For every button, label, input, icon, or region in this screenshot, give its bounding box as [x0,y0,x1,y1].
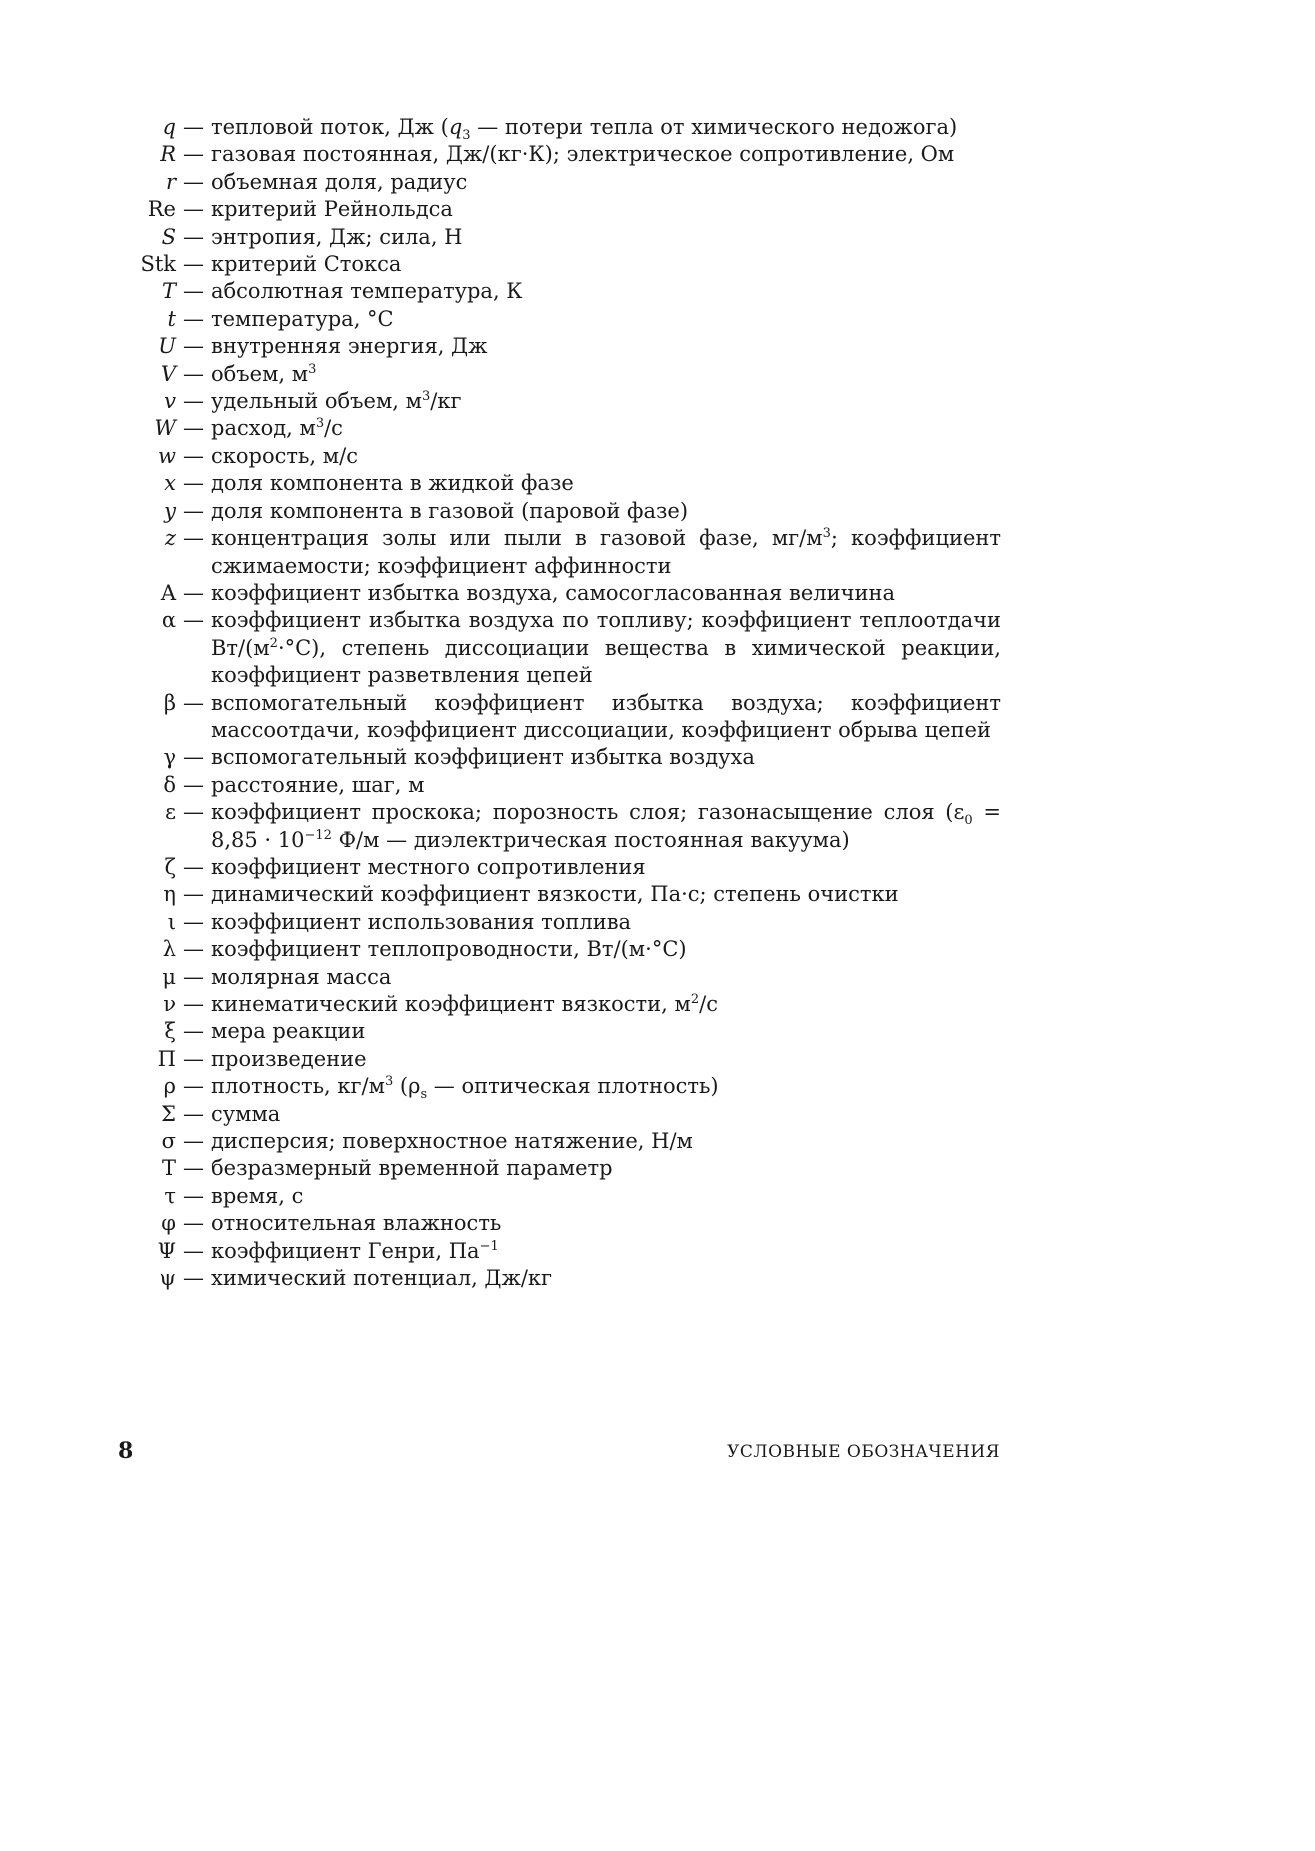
symbol: x [164,471,176,496]
symbol: ν [163,992,176,1016]
list-item [0,196,1114,223]
list-item [0,1046,1114,1073]
description: плотность, $кг/м^3$ ($\rho_s$ — оптическая плотность) [211,1074,719,1103]
description: температура, °С [211,306,394,331]
dash: — [183,279,204,304]
symbol: Σ [161,1101,176,1126]
dash: — [183,443,204,468]
symbol: τ [164,1183,176,1208]
symbol: y [164,498,176,523]
dash: — [183,608,204,633]
notation-list [0,114,1114,1292]
list-item [0,854,1114,881]
dash: — [183,252,204,277]
dash: — [183,1238,204,1263]
dash: — [183,580,204,605]
symbol: Π [157,1046,176,1071]
dash: — [183,772,204,797]
list-item [0,470,1114,497]
symbol: W [154,416,176,441]
description: сумма [211,1101,281,1126]
list-item [0,1183,1114,1210]
list-item [0,1265,1114,1292]
description: объемная доля, радиус [211,169,468,194]
symbol: δ [163,772,176,797]
description: энтропия, Дж; сила, Н [211,224,463,249]
symbol: ξ [164,1019,176,1044]
dash: — [183,882,204,907]
dash: — [183,1156,204,1181]
symbol: σ [161,1129,176,1154]
dash: — [183,334,204,359]
dash: — [183,1211,204,1236]
symbol: ι [167,909,176,934]
description: кинематический коэффициент вязкости, $м^2/с$ [211,992,718,1016]
symbol: ε [165,800,176,825]
symbol: T [161,279,176,304]
dash: — [183,1046,204,1071]
list-item [0,772,1114,799]
description: объем, $м^3$ [211,361,317,386]
list-item [0,580,1114,607]
symbol: v [164,389,176,414]
dash: — [183,854,204,879]
list-item [0,361,1114,388]
description: концентрация золы или пыли в газовой фазе, $мг/м^3$; коэффициент сжимаемости; коэффициент аффинности [211,526,1001,578]
list-item [0,1128,1114,1155]
symbol: ρ [163,1074,176,1099]
description: внутренняя энергия, Дж [211,334,488,359]
description: расстояние, шаг, м [211,772,425,797]
description: доля компонента в газовой (паровой фазе) [211,498,689,523]
symbol: α [161,608,176,633]
symbol: μ [162,964,176,989]
list-item [0,1238,1114,1265]
list-item [0,498,1114,525]
symbol: Re [147,197,176,222]
dash: — [183,1101,204,1126]
dash: — [183,416,204,441]
dash: — [183,389,204,414]
description: химический потенциал, Дж/кг [211,1266,553,1291]
list-item [0,333,1114,360]
symbol: A [160,580,176,605]
description: коэффициент избытка воздуха по топливу; коэффициент теплоотдачи $Вт/(м^2\cdot^\circ С)$, степень диссоциации вещества в химической реакции, коэффициент разветвления цепей [211,608,1001,688]
dash: — [183,306,204,331]
description: критерий Рейнольдса [211,197,453,222]
list-item [0,964,1114,991]
description: коэффициент Генри, $Па^{-1}$ [211,1238,499,1263]
description: критерий Стокса [211,252,402,277]
symbol: w [158,443,176,468]
dash: — [183,224,204,249]
list-item [0,224,1114,251]
description: безразмерный временной параметр [211,1156,613,1181]
dash: — [183,964,204,989]
description: коэффициент избытка воздуха, самосогласованная величина [211,580,895,605]
symbol: λ [162,937,176,962]
list-item [0,443,1114,470]
list-item [0,744,1114,771]
dash: — [183,471,204,496]
dash: — [183,800,204,825]
list-item [0,1155,1114,1182]
dash: — [183,1129,204,1154]
list-item [0,991,1114,1018]
description: коэффициент проскока; порозность слоя; газонасыщение слоя ($\varepsilon_0 = 8,85 \cdot 10^{-12}$ Ф/м — диэлектрическая постоянная вакуума) [211,800,1001,852]
description: коэффициент использования топлива [211,909,632,934]
description: время, с [211,1183,304,1208]
description: газовая постоянная, Дж/(кг·К); электрическое сопротивление, Ом [211,142,955,167]
dash: — [183,1183,204,1208]
symbol: ψ [159,1266,176,1291]
list-item [0,388,1114,415]
list-item [0,909,1114,936]
list-item [0,306,1114,333]
symbol: R [160,142,176,167]
description: вспомогательный коэффициент избытка воздуха [211,745,755,770]
list-item [0,936,1114,963]
list-item [0,415,1114,442]
page-number: 8 [118,1438,134,1464]
list-item [0,1073,1114,1103]
dash: — [183,690,204,715]
dash: — [183,197,204,222]
symbol: U [158,334,176,359]
symbol: Ψ [157,1238,176,1263]
description: коэффициент теплопроводности, Вт/(м·°С) [211,937,687,962]
list-item [0,799,1114,854]
running-footer-title: УСЛОВНЫЕ ОБОЗНАЧЕНИЯ [727,1442,1000,1462]
list-item [0,114,1114,144]
list-item [0,607,1114,689]
description: скорость, м/с [211,443,358,468]
list-item [0,1018,1114,1045]
symbol: V [160,361,176,386]
symbol: β [163,690,176,715]
symbol: r [165,169,176,194]
dash: — [183,169,204,194]
symbol: φ [161,1211,176,1236]
symbol: γ [163,745,176,770]
description: относительная влажность [211,1211,502,1236]
symbol: q [162,115,176,139]
symbol: S [161,224,176,249]
symbol: t [167,306,176,331]
description: удельный объем, $м^3/кг$ [211,389,462,414]
list-item [0,169,1114,196]
description: произведение [211,1046,367,1071]
list-item [0,1210,1114,1237]
description: мера реакции [211,1019,366,1044]
list-item [0,278,1114,305]
list-item [0,690,1114,745]
dash: — [183,992,204,1016]
dash: — [183,115,204,139]
list-item [0,251,1114,278]
symbol: Stk [140,252,176,277]
dash: — [183,498,204,523]
dash: — [183,937,204,962]
list-item [0,881,1114,908]
description: расход, $м^3/с$ [211,416,343,441]
list-item [0,141,1114,168]
symbol: z [164,526,176,551]
description: абсолютная температура, К [211,279,523,304]
list-item [0,525,1114,580]
symbol: ζ [164,854,176,879]
dash: — [183,1019,204,1044]
dash: — [183,909,204,934]
description: молярная масса [211,964,392,989]
description: динамический коэффициент вязкости, Па·с; степень очистки [211,882,899,907]
dash: — [183,745,204,770]
description: доля компонента в жидкой фазе [211,471,574,496]
symbol: η [163,882,176,907]
description: коэффициент местного сопротивления [211,854,646,879]
symbol: Τ [161,1156,176,1181]
description: дисперсия; поверхностное натяжение, Н/м [211,1129,693,1154]
dash: — [183,1074,204,1099]
description: тепловой поток, Дж ($q_3$ — потери тепла от химического недожога) [211,115,958,144]
description: вспомогательный коэффициент избытка воздуха; коэффициент массоотдачи, коэффициент диссоциации, коэффициент обрыва цепей [211,690,1001,742]
dash: — [183,142,204,167]
dash: — [183,361,204,386]
dash: — [183,526,204,551]
list-item [0,1101,1114,1128]
dash: — [183,1266,204,1291]
